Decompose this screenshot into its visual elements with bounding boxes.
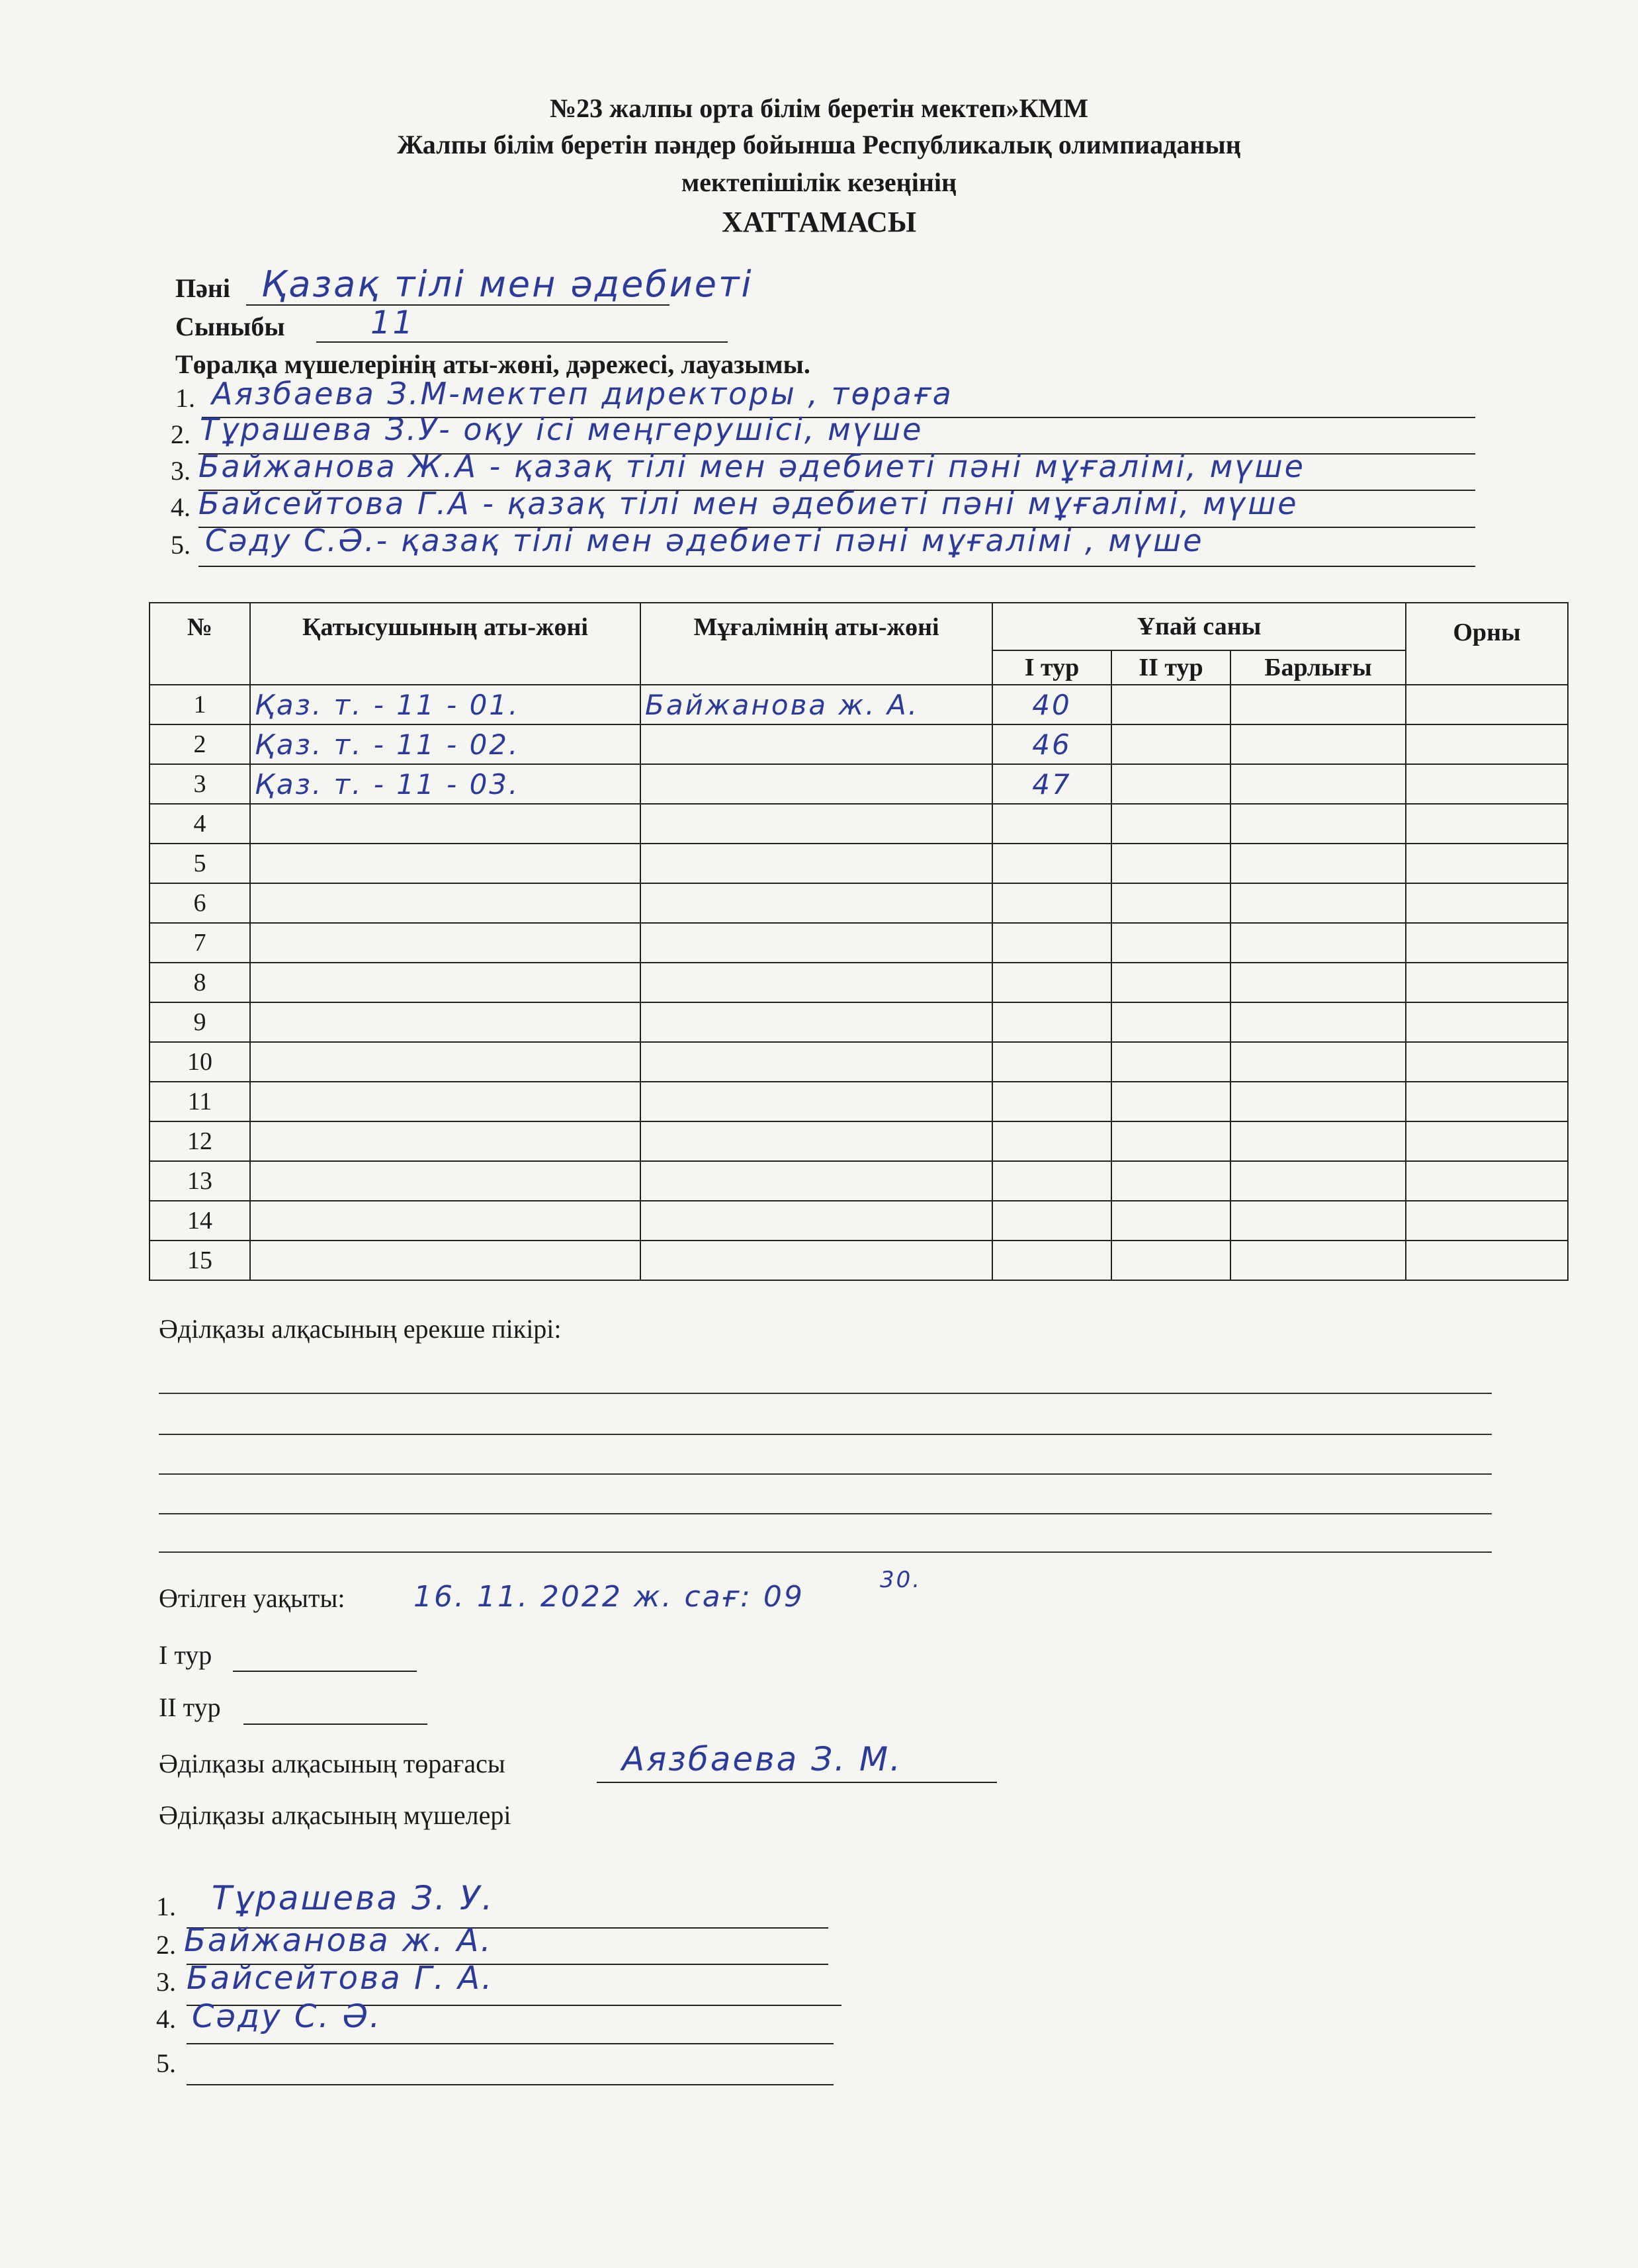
round2-score-cell [1111,1161,1230,1201]
jury-header: Төралқа мүшелерінің аты-жөні, дәрежесі, лауазымы. [175,349,810,379]
member-num: 4. [156,2004,176,2034]
chair-signature: Аязбаева З. М. [622,1740,902,1778]
round1-score-cell: 46 [992,724,1111,764]
row-number-cell: 15 [150,1241,250,1280]
place-cell [1406,963,1568,1002]
total-score-cell [1230,685,1406,724]
member-signature: Тұрашева З. У. [212,1879,495,1917]
member-num: 5. [156,2048,176,2078]
row-number-cell: 5 [150,844,250,883]
teacher-cell: Байжанова ж. А. [640,685,992,724]
place-cell [1406,1121,1568,1161]
time-value: 16. 11. 2022 ж. сағ: 09 [413,1580,804,1614]
place-cell [1406,1161,1568,1201]
table-row [150,844,1568,883]
place-cell [1406,1201,1568,1241]
member-line [187,2084,834,2085]
results-table [149,602,1569,1281]
round1-score-cell [992,1121,1111,1161]
grade-underline [316,341,728,343]
col-points-header: Ұпай саны [992,603,1406,650]
jury-member: Тұрашева З.У- оқу ісі меңгерушісі, мүше [200,412,924,447]
round2-score-cell [1111,724,1230,764]
round2-line [243,1723,427,1725]
round1-score-cell [992,1082,1111,1121]
total-score-cell [1230,1201,1406,1241]
participant-cell [250,1002,640,1042]
place-cell [1406,764,1568,804]
teacher-cell [640,1042,992,1082]
member-num: 2. [156,1930,176,1960]
opinion-line [159,1551,1492,1553]
participant-cell [250,1082,640,1121]
col-num-header: № [150,603,250,685]
place-cell [1406,804,1568,844]
total-score-cell [1230,1121,1406,1161]
round2-score-cell [1111,804,1230,844]
opinion-line [159,1513,1492,1514]
place-cell [1406,685,1568,724]
time-minutes: 30. [880,1567,922,1593]
participant-cell [250,883,640,923]
teacher-cell [640,923,992,963]
round1-score-cell [992,1241,1111,1280]
table-row [150,1082,1568,1121]
participant-cell: Қаз. т. - 11 - 02. [250,724,640,764]
round2-score-cell [1111,1241,1230,1280]
participant-cell [250,1241,640,1280]
round1-score-cell [992,883,1111,923]
total-score-cell [1230,1161,1406,1201]
round2-score-cell [1111,764,1230,804]
teacher-cell [640,963,992,1002]
row-number-cell: 9 [150,1002,250,1042]
jury-num: 4. [171,492,191,522]
round1-score-cell: 47 [992,764,1111,804]
jury-member: Байсейтова Г.А - қазақ тілі мен әдебиеті пәні мұғалімі, мүше [198,486,1299,521]
round1-score-cell [992,963,1111,1002]
school-title: №23 жалпы орта білім беретін мектеп»КММ [549,93,1089,123]
members-label: Әділқазы алқасының мүшелері [159,1800,511,1830]
table-row [150,1161,1568,1201]
participant-cell [250,1121,640,1161]
col-teacher-header: Мұғалімнің аты-жөні [640,603,992,685]
round2-score-cell [1111,1201,1230,1241]
row-number-cell: 1 [150,685,250,724]
place-cell [1406,1241,1568,1280]
round1-score-cell [992,804,1111,844]
chair-label: Әділқазы алқасының төрағасы [159,1749,505,1778]
round1-score-cell [992,1201,1111,1241]
member-line [187,2043,834,2044]
total-score-cell [1230,804,1406,844]
subject-label: Пәні [175,273,231,303]
place-cell [1406,883,1568,923]
jury-num: 1. [175,383,195,413]
teacher-cell [640,1002,992,1042]
table-row [150,1042,1568,1082]
participant-cell [250,1161,640,1201]
member-signature: Байжанова ж. А. [184,1922,493,1959]
stage-title: мектепішілік кезеңінің [681,167,957,197]
opinion-line [159,1434,1492,1435]
teacher-cell [640,804,992,844]
round2-score-cell [1111,1121,1230,1161]
table-row [150,764,1568,804]
row-number-cell: 3 [150,764,250,804]
round2-score-cell [1111,923,1230,963]
member-signature: Байсейтова Г. А. [187,1960,494,1997]
table-row [150,1002,1568,1042]
total-score-cell [1230,1042,1406,1082]
place-cell [1406,1002,1568,1042]
participant-cell [250,844,640,883]
teacher-cell [640,764,992,804]
round1-score-cell: 40 [992,685,1111,724]
round1-score-cell [992,923,1111,963]
place-cell [1406,923,1568,963]
participant-cell: Қаз. т. - 11 - 01. [250,685,640,724]
participant-cell [250,963,640,1002]
table-row [150,1241,1568,1280]
teacher-cell [640,1241,992,1280]
col-total-header: Барлығы [1230,650,1406,685]
round2-score-cell [1111,1002,1230,1042]
row-number-cell: 7 [150,923,250,963]
round1-score-cell [992,1042,1111,1082]
table-row [150,1121,1568,1161]
table-row [150,1201,1568,1241]
col-place-header: Орны [1406,603,1568,685]
teacher-cell [640,1161,992,1201]
total-score-cell [1230,844,1406,883]
total-score-cell [1230,764,1406,804]
total-score-cell [1230,1082,1406,1121]
participant-cell [250,804,640,844]
teacher-cell [640,1121,992,1161]
opinion-label: Әділқазы алқасының ерекше пікірі: [159,1314,562,1344]
participant-cell [250,1042,640,1082]
place-cell [1406,1082,1568,1121]
row-number-cell: 6 [150,883,250,923]
place-cell [1406,844,1568,883]
table-row [150,685,1568,724]
jury-member: Байжанова Ж.А - қазақ тілі мен әдебиеті пәні мұғалімі, мүше [198,449,1305,484]
grade-value: 11 [370,304,415,341]
jury-line [198,566,1475,567]
table-row [150,883,1568,923]
jury-num: 2. [171,419,191,449]
teacher-cell [640,883,992,923]
row-number-cell: 14 [150,1201,250,1241]
total-score-cell [1230,883,1406,923]
place-cell [1406,1042,1568,1082]
chair-line [597,1782,997,1783]
total-score-cell [1230,923,1406,963]
jury-num: 3. [171,456,191,486]
teacher-cell [640,724,992,764]
participant-cell [250,1201,640,1241]
total-score-cell [1230,1002,1406,1042]
grade-label: Сыныбы [175,312,285,341]
opinion-line [159,1473,1492,1475]
participant-cell [250,923,640,963]
member-signature: Сәду С. Ә. [192,1998,382,2035]
row-number-cell: 4 [150,804,250,844]
round2-score-cell [1111,844,1230,883]
total-score-cell [1230,963,1406,1002]
col-round1-header: І тур [992,650,1111,685]
round1-score-cell [992,844,1111,883]
col-participant-header: Қатысушының аты-жөні [250,603,640,685]
table-row [150,963,1568,1002]
round1-score-cell [992,1002,1111,1042]
round1-score-cell [992,1161,1111,1201]
member-num: 3. [156,1967,176,1997]
row-number-cell: 13 [150,1161,250,1201]
protocol-title: ХАТТАМАСЫ [721,206,917,238]
subject-value: Қазақ тілі мен әдебиеті [261,263,754,305]
total-score-cell [1230,1241,1406,1280]
row-number-cell: 10 [150,1042,250,1082]
round2-label: ІІ тур [159,1692,221,1722]
row-number-cell: 12 [150,1121,250,1161]
opinion-line [159,1393,1492,1394]
col-round2-header: ІІ тур [1111,650,1230,685]
round1-label: І тур [159,1640,212,1670]
table-row [150,923,1568,963]
row-number-cell: 11 [150,1082,250,1121]
total-score-cell [1230,724,1406,764]
round1-line [233,1671,417,1672]
round2-score-cell [1111,883,1230,923]
member-num: 1. [156,1892,176,1921]
round2-score-cell [1111,1082,1230,1121]
table-row [150,724,1568,764]
place-cell [1406,724,1568,764]
teacher-cell [640,844,992,883]
jury-num: 5. [171,530,191,560]
jury-member: Аязбаева З.М-мектеп директоры , төраға [212,376,953,412]
table-row [150,804,1568,844]
teacher-cell [640,1201,992,1241]
row-number-cell: 2 [150,724,250,764]
teacher-cell [640,1082,992,1121]
participant-cell: Қаз. т. - 11 - 03. [250,764,640,804]
round2-score-cell [1111,1042,1230,1082]
time-label: Өтілген уақыты: [159,1583,345,1613]
round2-score-cell [1111,685,1230,724]
jury-member: Сәду С.Ә.- қазақ тілі мен әдебиеті пәні мұғалімі , мүше [205,523,1204,558]
row-number-cell: 8 [150,963,250,1002]
round2-score-cell [1111,963,1230,1002]
olympiad-title: Жалпы білім беретін пәндер бойынша Республикалық олимпиаданың [397,130,1241,159]
